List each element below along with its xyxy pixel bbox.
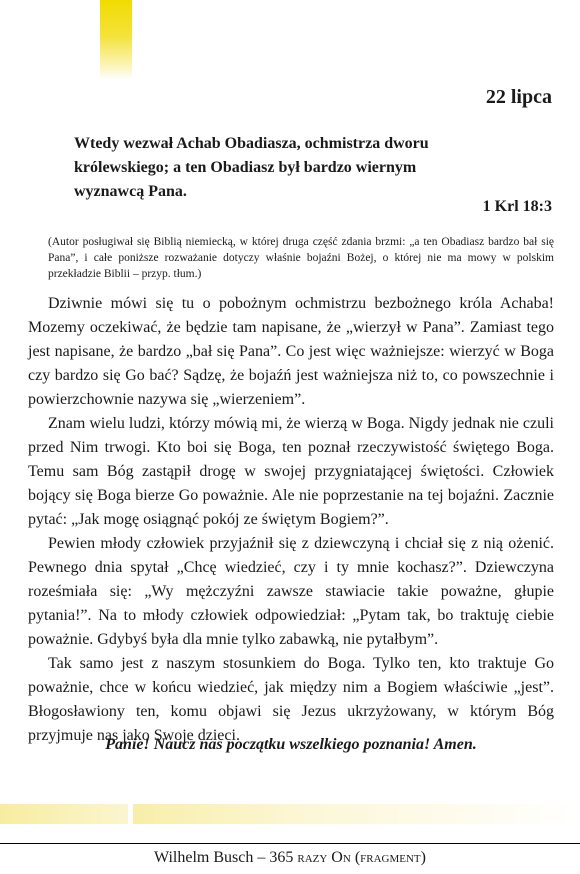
page-date: 22 lipca <box>485 86 552 108</box>
closing-prayer: Panie! Naucz nas początku wszelkiego poznania! Amen. <box>105 736 477 753</box>
footer-author: Wilhelm Busch <box>154 849 254 866</box>
footer-divider <box>0 843 580 844</box>
body-paragraph: Dziwnie mówi się tu o pobożnym ochmistrzu bezbożnego króla Achaba! Mozemy oczekiwać, że będzie tam napisane, że „wierzył w Pana”. Zamiast tego jest napisane, że bardzo „bał się Pana”. Co jest więc ważniejsze: wierzyć w Boga czy bardzo się Go bać? Sądzę, że bojaźń jest ważniejsza niż to, co powszechnie i powierzchownie nazywa się „wierzeniem”. <box>28 295 554 408</box>
decorative-band-left <box>0 804 128 824</box>
decorative-band-right <box>133 804 580 824</box>
body-paragraph: Pewien młody człowiek przyjaźnił się z dziewczyną i chciał się z nią ożenić. Pewnego dnia spytał „Chcę wiedzieć, czy i ty mnie kochasz?”. Dziewczyna roześmiała się: „Wy mężczyźni zawsze stawiacie takie poważne, głupie pytania!”. Na to młody człowiek odpowiedział: „Pytam tak, bo traktuję ciebie poważnie. Gdybyś była dla mnie tylko zabawką, nie pytałbym”. <box>28 535 554 648</box>
bible-verse: Wtedy wezwał Achab Obadiasza, ochmistrza dworu królewskiego; a ten Obadiasz był bardzo wiernym wyznawcą Pana. <box>74 135 429 200</box>
footer-citation <box>0 849 580 867</box>
translator-note: (Autor posługiwał się Biblią niemiecką, w której druga część zdania brzmi: „a ten Obadiasz bardzo bał się Pana”, i całe poniższe rozważanie dotyczy właśnie bojaźni Bożej, o której nie ma mowy w polskim przekładzie Biblii – przyp. tłum.) <box>48 236 554 280</box>
footer-book-title: 365 razy On <box>269 849 351 866</box>
verse-reference: 1 Krl 18:3 <box>482 198 552 215</box>
footer-note: (fragment) <box>354 849 426 866</box>
yellow-bookmark-ribbon <box>100 0 132 80</box>
devotional-body <box>28 292 554 748</box>
body-paragraph: Znam wielu ludzi, którzy mówią mi, że wierzą w Boga. Nigdy jednak nie czuli przed Nim trwogi. Kto boi się Boga, ten poznał rzeczywistość świętego Boga. Temu sam Bóg zastąpił drogę w swojej przygniatającej świętości. Człowiek bojący się Boga bierze Go poważnie. Ale nie poprzestanie na tej bojaźni. Zacznie pytać: „Jak mogę osiągnąć pokój ze świętym Bogiem?”. <box>28 415 554 528</box>
footer-separator: – <box>257 849 266 866</box>
body-paragraph: Tak samo jest z naszym stosunkiem do Boga. Tylko ten, kto traktuje Go poważnie, chce w końcu wiedzieć, jak między nim a Bogiem właściwie „jest”. Błogosławiony ten, komu objawi się Jezus ukrzyżowany, w którym Bóg przyjmuje nas jako Swoje dzieci. <box>28 655 554 744</box>
